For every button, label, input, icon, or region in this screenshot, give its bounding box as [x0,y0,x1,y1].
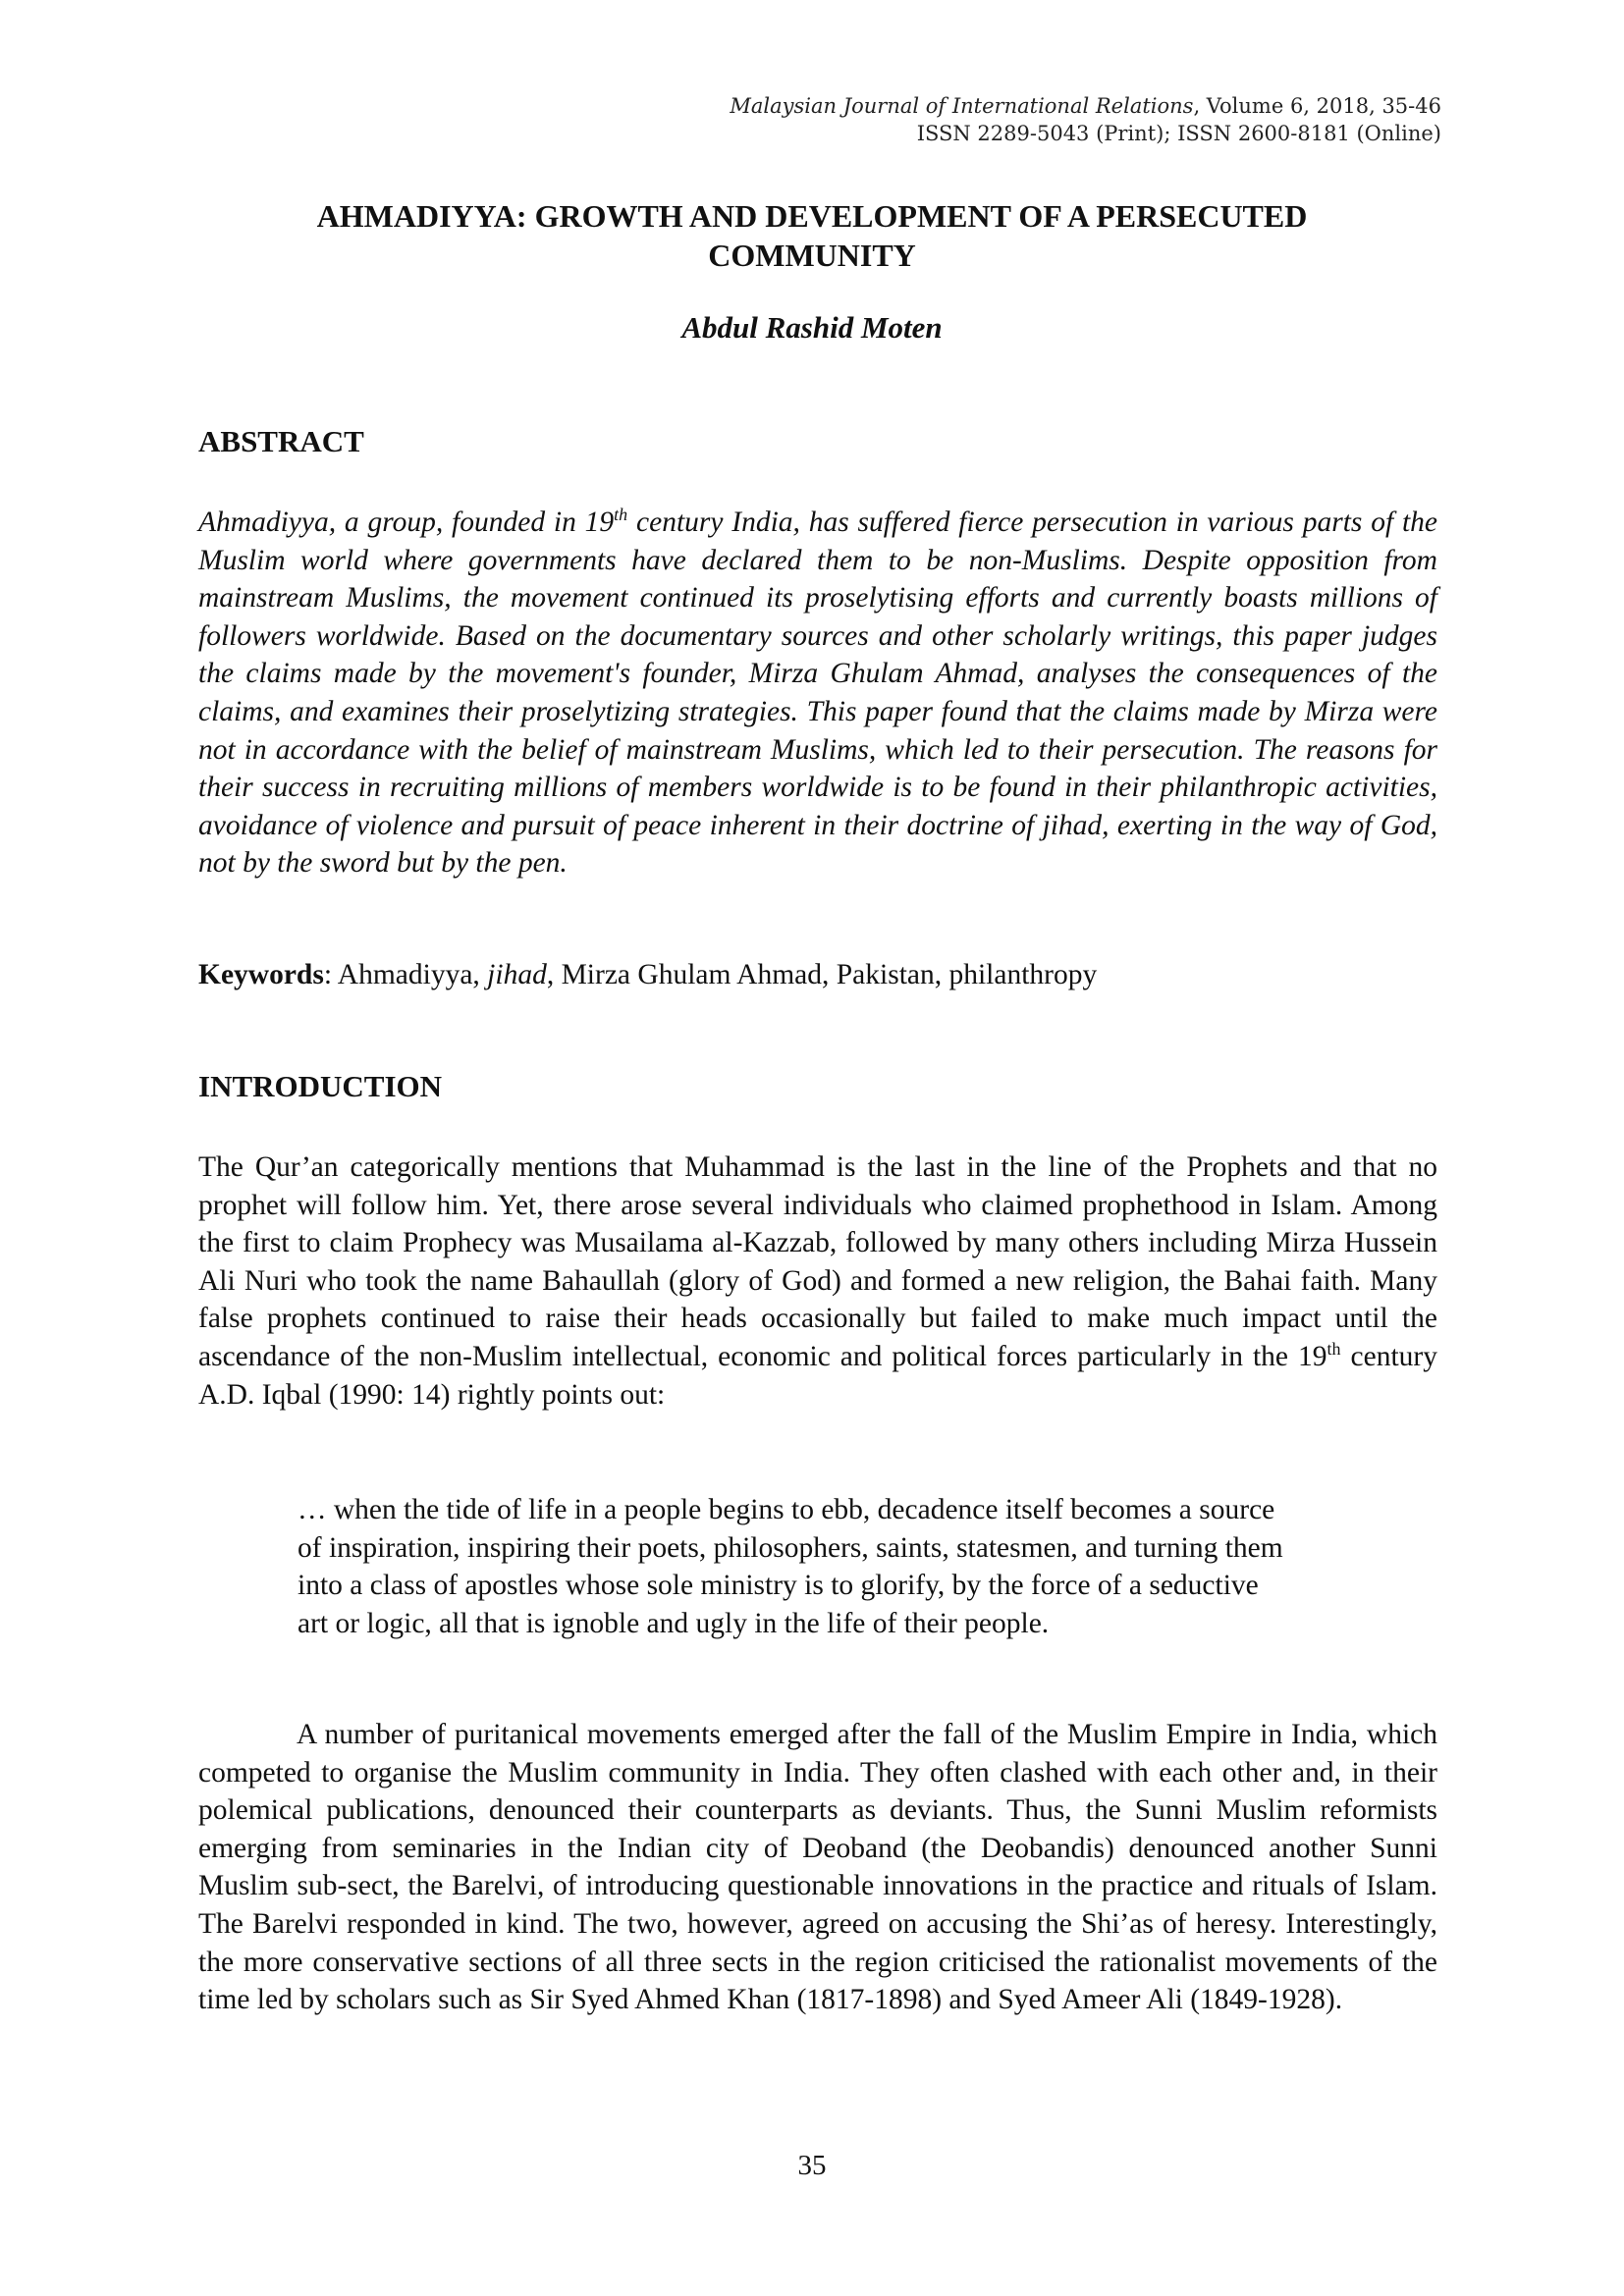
keywords-part-2: , Mirza Ghulam Ahmad, Pakistan, philanthropy [546,959,1098,990]
author-name: Abdul Rashid Moten [681,310,943,345]
page-number: 35 [797,2150,827,2181]
issn-line: ISSN 2289-5043 (Print); ISSN 2600-8181 (Online) [916,122,1441,145]
title-line-2: COMMUNITY [708,238,916,273]
introduction-heading: INTRODUCTION [198,1069,443,1103]
abstract-text [198,504,1437,882]
intro-paragraph-2: A number of puritanical movements emerged after the fall of the Muslim Empire in India, which competed to organise the Muslim community in India. They often clashed with each other and, in their polemical publications, denounced their counterparts as deviants. Thus, the Sunni Muslim reformists emerging from seminaries in the Indian city of Deoband (the Deobandis) denounced another Sunni Muslim sub-sect, the Barelvi, of introducing questionable innovations in the practice and rituals of Islam. The Barelvi responded in kind. The two, however, agreed on accusing the Shi’as of heresy. Interestingly, the more conservative sections of all three sects in the region criticised the rationalist movements of the time led by scholars such as Sir Syed Ahmed Khan (1817-1898) and Syed Ameer Ali (1849-1928). [198,1719,1437,2016]
abstract-text-rest: century India, has suffered fierce persecution in various parts of the Muslim world where governments have declared them to be non-Muslims. Despite opposition from mainstream Muslims, the movement continued its proselytising efforts and currently boasts millions of followers worldwide. Based on the documentary sources and other scholarly writings, this paper judges the claims made by the movement's founder, Mirza Ghulam Ahmad, analyses the consequences of the claims, and examines their proselytizing strategies. This paper found that the claims made by Mirza were not in accordance with the belief of mainstream Muslims, which led to their persecution. The reasons for their success in recruiting millions of members worldwide is to be found in their philanthropic activities, avoidance of violence and pursuit of peace inherent in their doctrine of jihad, exerting in the way of God, not by the sword but by the pen. [198,507,1437,880]
intro-p1-rest: century A.D. Iqbal (1990: 14) rightly points out: [198,1340,1437,1411]
journal-citation [730,92,1441,120]
keywords-part-1: Ahmadiyya, [337,959,488,990]
keywords-label: Keywords [198,959,324,990]
block-quote: … when the tide of life in a people begins to ebb, decadence itself becomes a source of inspiration, inspiring their poets, philosophers, saints, statesmen, and turning them into a class of apostles whose sole ministry is to glorify, by the force of a seductive art or logic, all that is ignoble and ugly in the life of their people. [298,1494,1283,1639]
volume-info: , Volume 6, 2018, 35-46 [1193,94,1441,118]
abstract-superscript: th [614,505,628,525]
paper-title [196,196,1428,275]
keywords-colon: : [323,959,338,990]
intro-p1-start: The Qur’an categorically mentions that Muhammad is the last in the line of the Prophets and that no prophet will follow him. Yet, there arose several individuals who claimed prophethood in Islam. Among the first to claim Prophecy was Musailama al-Kazzab, followed by many others including Mirza Hussein Ali Nuri who took the name Bahaullah (glory of God) and formed a new religion, the Bahai faith. Many false prophets continued to raise their heads occasionally but failed to make much impact until the ascendance of the non-Muslim intellectual, economic and political forces particularly in the 19 [198,1151,1437,1372]
keywords-line [198,956,1437,994]
journal-name: Malaysian Journal of International Relations [730,94,1194,118]
abstract-heading: ABSTRACT [198,424,364,458]
journal-header [730,92,1441,147]
keyword-jihad: jihad [487,959,547,990]
abstract-text-start: Ahmadiyya, a group, founded in 19 [198,507,615,538]
intro-paragraph-1 [198,1148,1437,1414]
intro-p1-superscript: th [1326,1339,1341,1360]
title-line-1: AHMADIYYA: GROWTH AND DEVELOPMENT OF A PERSECUTED [316,198,1308,234]
